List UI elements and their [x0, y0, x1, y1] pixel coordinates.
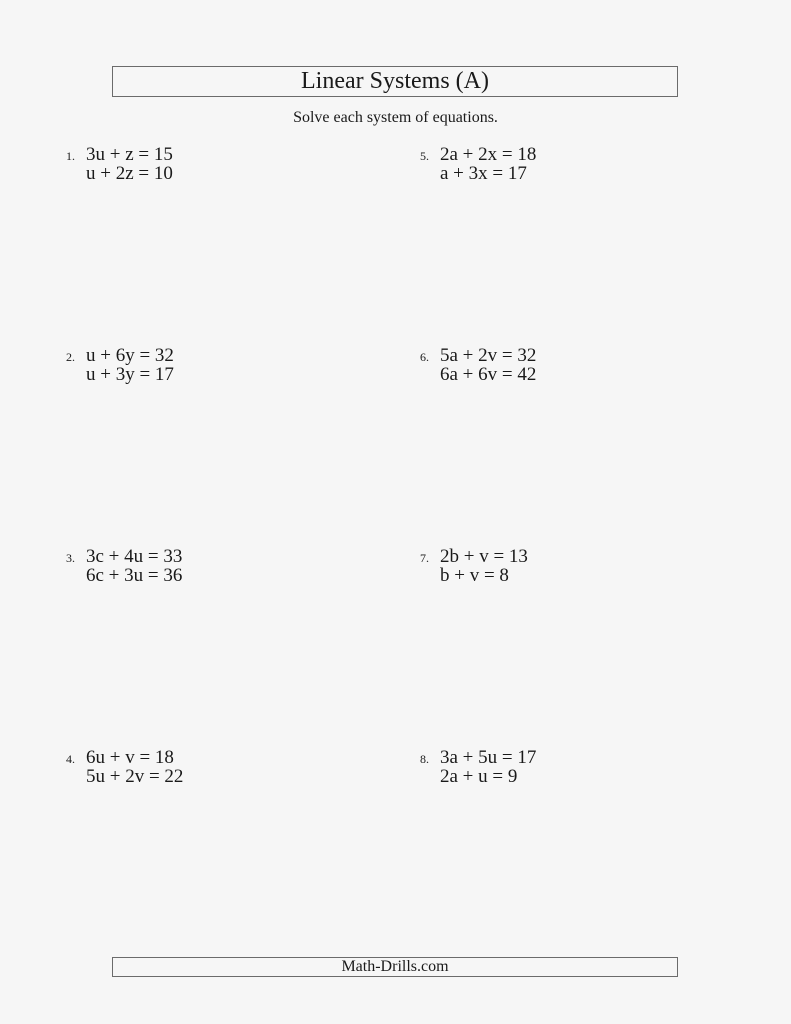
- problem-6: [420, 346, 720, 396]
- footer-credit: Math-Drills.com: [112, 957, 678, 977]
- equation-2: u + 2z = 10: [86, 163, 173, 184]
- equation-1: 3c + 4u = 33: [86, 546, 183, 567]
- equation-1: 6u + v = 18: [86, 747, 174, 768]
- problem-8: [420, 748, 720, 798]
- problem-number: 6.: [420, 350, 429, 364]
- problem-5: [420, 145, 720, 195]
- problem-number: 3.: [66, 551, 75, 565]
- equation-1: 3u + z = 15: [86, 144, 173, 165]
- problem-2: [66, 346, 366, 396]
- equation-1: u + 6y = 32: [86, 345, 174, 366]
- problem-4: [66, 748, 366, 798]
- equation-2: 2a + u = 9: [440, 766, 518, 787]
- problem-7: [420, 547, 720, 597]
- equation-1: 2b + v = 13: [440, 546, 528, 567]
- problem-number: 1.: [66, 149, 75, 163]
- equation-2: 5u + 2v = 22: [86, 766, 184, 787]
- problem-number: 4.: [66, 752, 75, 766]
- equation-2: a + 3x = 17: [440, 163, 527, 184]
- instructions: Solve each system of equations.: [293, 109, 498, 126]
- worksheet-title: Linear Systems (A): [112, 66, 678, 97]
- equation-2: 6a + 6v = 42: [440, 364, 537, 385]
- problem-number: 7.: [420, 551, 429, 565]
- problem-number: 5.: [420, 149, 429, 163]
- equation-1: 3a + 5u = 17: [440, 747, 537, 768]
- problem-3: [66, 547, 366, 597]
- equation-2: 6c + 3u = 36: [86, 565, 183, 586]
- equation-1: 5a + 2v = 32: [440, 345, 537, 366]
- problem-number: 8.: [420, 752, 429, 766]
- problem-number: 2.: [66, 350, 75, 364]
- equation-2: u + 3y = 17: [86, 364, 174, 385]
- equation-2: b + v = 8: [440, 565, 509, 586]
- equation-1: 2a + 2x = 18: [440, 144, 537, 165]
- problem-1: [66, 145, 366, 195]
